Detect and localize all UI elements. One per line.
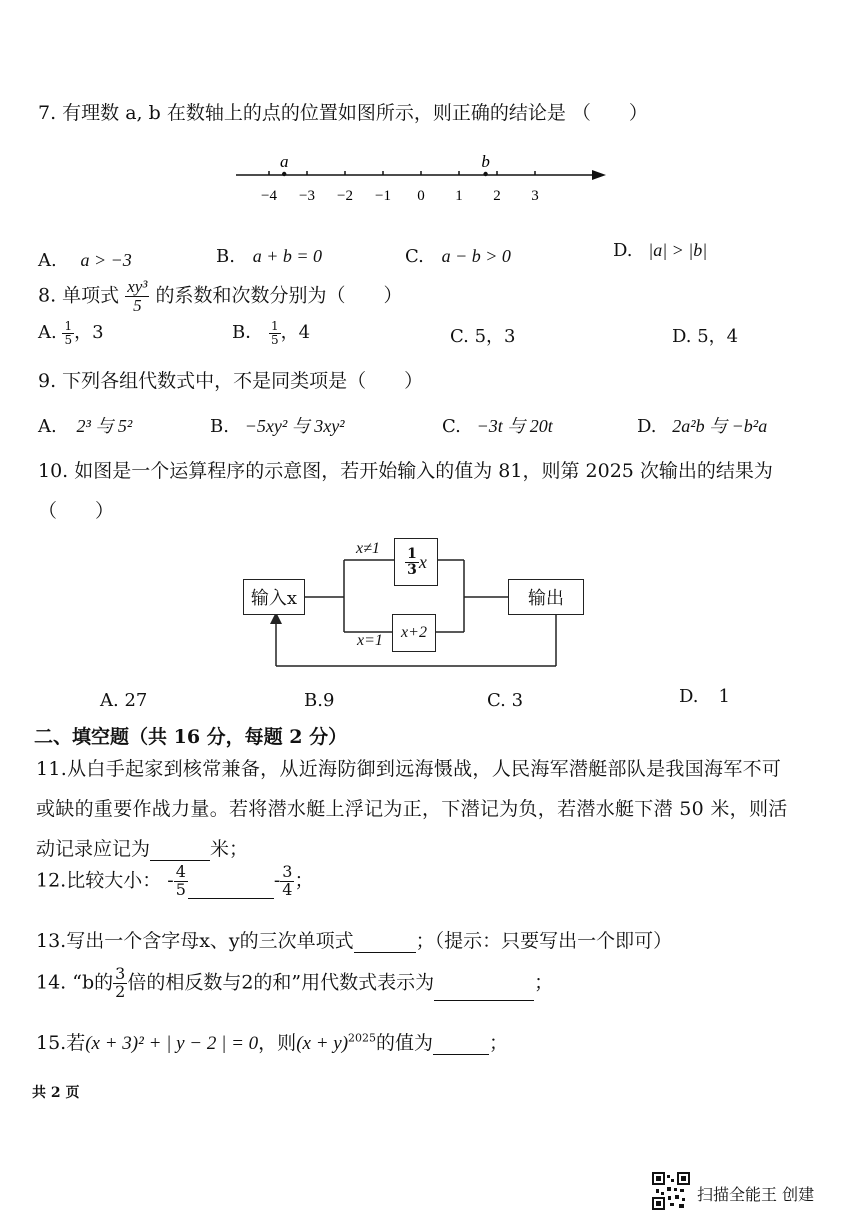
flow-input-box: 输入x bbox=[243, 579, 305, 615]
q9-option-a[interactable]: A. 2³ 与 5² bbox=[38, 416, 133, 437]
q10-option-b[interactable]: B.9 bbox=[304, 690, 335, 711]
q15: 15.若(x + 3)² + | y − 2 | = 0，则$(x + y)^{2025}$的值为 ； bbox=[36, 1031, 509, 1054]
q7-option-c[interactable]: C. a − b > 0 bbox=[405, 246, 511, 267]
flow-output-box: 输出 bbox=[508, 579, 584, 615]
q8-option-c[interactable]: C. 5，3 bbox=[450, 326, 516, 347]
q10-option-d[interactable]: D. 1 bbox=[679, 686, 730, 707]
number-line-tick-label: −4 bbox=[261, 188, 277, 204]
number-line-tick-label: 0 bbox=[417, 188, 425, 204]
q13: 13.写出一个含字母x、y的三次单项式 ；（提示：只要写出一个即可） bbox=[36, 930, 673, 952]
q15-blank[interactable] bbox=[433, 1054, 489, 1055]
q8-frac-den: 5 bbox=[133, 295, 142, 315]
q9-option-c[interactable]: C. −3t 与 20t bbox=[442, 416, 553, 437]
q8-option-a[interactable]: A. $\frac{1}{5}$ ，3 bbox=[38, 318, 104, 347]
qr-code-icon bbox=[652, 1172, 690, 1210]
number-line-tick-label: −2 bbox=[337, 188, 353, 204]
point-a-label: a bbox=[279, 152, 289, 171]
q10-option-a[interactable]: A. 27 bbox=[100, 690, 148, 711]
q11-line1: 11.从白手起家到核常兼备，从近海防御到远海慑战，人民海军潜艇部队是我国海军不可 bbox=[36, 758, 782, 780]
q7-stem: 7. 有理数 a, b 在数轴上的点的位置如图所示，则正确的结论是 （ ） bbox=[38, 102, 648, 124]
q11-line2: 或缺的重要作战力量。若将潜水艇上浮记为正，下潜记为负，若潜水艇下潜 50 米，则活 bbox=[36, 798, 788, 820]
q11-line3: 动记录应记为 米； bbox=[36, 838, 249, 860]
q8-frac-num: xy³ bbox=[127, 277, 148, 296]
q7-number-line bbox=[230, 148, 610, 210]
q7-option-b[interactable]: B. a + b = 0 bbox=[216, 246, 322, 267]
q13-blank[interactable] bbox=[354, 952, 416, 953]
q14: 14. “b的 $\frac{3}{2}$ 倍的相反数与2的和”用代数式表示为 ； bbox=[36, 964, 554, 1001]
q8-option-d[interactable]: D. 5，4 bbox=[672, 326, 739, 347]
q10-option-c[interactable]: C. 3 bbox=[487, 690, 524, 711]
q8-stem: 8. 单项式 $\frac{\text{xy³}}{5}$ 的系数和次数分别为（ ） bbox=[38, 277, 403, 315]
q9-option-b[interactable]: B. −5xy² 与 3xy² bbox=[210, 416, 345, 437]
point-a bbox=[282, 172, 286, 176]
q7-option-d[interactable]: D. |a| > |b| bbox=[613, 240, 708, 261]
number-line-tick-label: −1 bbox=[375, 188, 391, 204]
scanner-credit: 扫描全能王 创建 bbox=[697, 1185, 815, 1204]
number-line-tick-label: 2 bbox=[493, 188, 501, 204]
q10-answer-paren: （ ） bbox=[38, 500, 115, 522]
flow-add-box: x+2 bbox=[392, 614, 436, 652]
q14-blank[interactable] bbox=[434, 1000, 534, 1001]
q7-option-a[interactable]: A. a > −3 bbox=[38, 250, 132, 271]
q12-blank[interactable] bbox=[188, 898, 274, 899]
section2-title: 二、填空题（共 16 分，每题 2 分） bbox=[34, 726, 348, 748]
number-line-tick-label: 1 bbox=[455, 188, 463, 204]
point-b-label: b bbox=[481, 152, 490, 171]
flow-cond-bottom: x=1 bbox=[357, 632, 383, 649]
page-count: 共 2 页 bbox=[32, 1085, 80, 1101]
q9-option-d[interactable]: D. 2a²b 与 −b²a bbox=[637, 416, 768, 437]
flow-divide-box: $\frac{1}{3}$ x bbox=[394, 538, 438, 586]
q12: 12.比较大小： - $\frac{4}{5}$ - $\frac{3}{4}$ ； bbox=[36, 862, 314, 899]
q8-option-b[interactable]: B． $\frac{1}{5}$ ，4 bbox=[232, 318, 311, 347]
point-b bbox=[483, 172, 487, 176]
q11-blank[interactable] bbox=[150, 860, 210, 861]
q10-stem: 10. 如图是一个运算程序的示意图，若开始输入的值为 81，则第 2025 次输出的结果为 bbox=[38, 460, 773, 482]
number-line-tick-label: 3 bbox=[531, 188, 539, 204]
number-line-tick-label: −3 bbox=[299, 188, 315, 204]
flow-cond-top: x≠1 bbox=[356, 540, 380, 557]
q9-stem: 9. 下列各组代数式中，不是同类项是（ ） bbox=[38, 370, 424, 392]
